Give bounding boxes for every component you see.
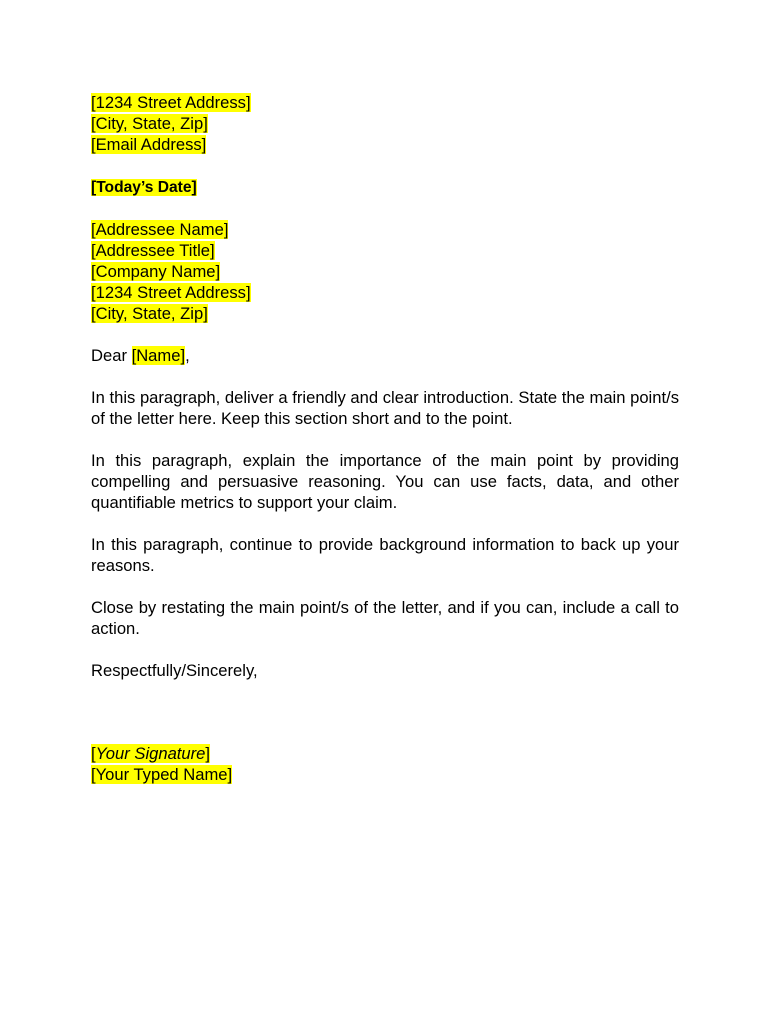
salutation-prefix: Dear <box>91 346 132 365</box>
body-paragraph-closing: Close by restating the main point/s of the letter, and if you can, include a call to action. <box>91 598 679 638</box>
recipient-company: [Company Name] <box>91 262 221 281</box>
closing-text: Respectfully/Sincerely, <box>91 661 258 680</box>
sender-address-block <box>91 92 679 155</box>
sender-street: [1234 Street Address] <box>91 93 251 112</box>
signature-label: Your Signature <box>95 744 206 763</box>
body-paragraph-reasoning: In this paragraph, explain the importance of the main point by providing compelling and persuasive reasoning. You can use facts, data, and other quantifiable metrics to support your claim. <box>91 451 679 512</box>
signature-close-bracket: ] <box>205 744 211 763</box>
closing-line <box>91 660 679 681</box>
date-block <box>91 176 679 198</box>
recipient-address-block <box>91 219 679 324</box>
typed-name: [Your Typed Name] <box>91 765 233 784</box>
salutation <box>91 345 679 366</box>
signature-open-bracket: [ <box>91 744 96 763</box>
body-paragraph-intro: In this paragraph, deliver a friendly and clear introduction. State the main point/s of the letter here. Keep this section short and to the point. <box>91 388 679 428</box>
letter-document <box>91 92 679 785</box>
signature-block <box>91 743 679 785</box>
salutation-name: [Name] <box>131 346 186 365</box>
signature-placeholder <box>91 744 210 763</box>
recipient-city: [City, State, Zip] <box>91 304 208 323</box>
sender-city: [City, State, Zip] <box>91 114 208 133</box>
salutation-suffix: , <box>185 346 190 365</box>
recipient-title: [Addressee Title] <box>91 241 215 260</box>
recipient-street: [1234 Street Address] <box>91 283 251 302</box>
letter-date: [Today’s Date] <box>91 179 197 196</box>
recipient-name: [Addressee Name] <box>91 220 229 239</box>
sender-email: [Email Address] <box>91 135 207 154</box>
body-paragraph-background: In this paragraph, continue to provide background information to back up your reasons. <box>91 535 679 575</box>
